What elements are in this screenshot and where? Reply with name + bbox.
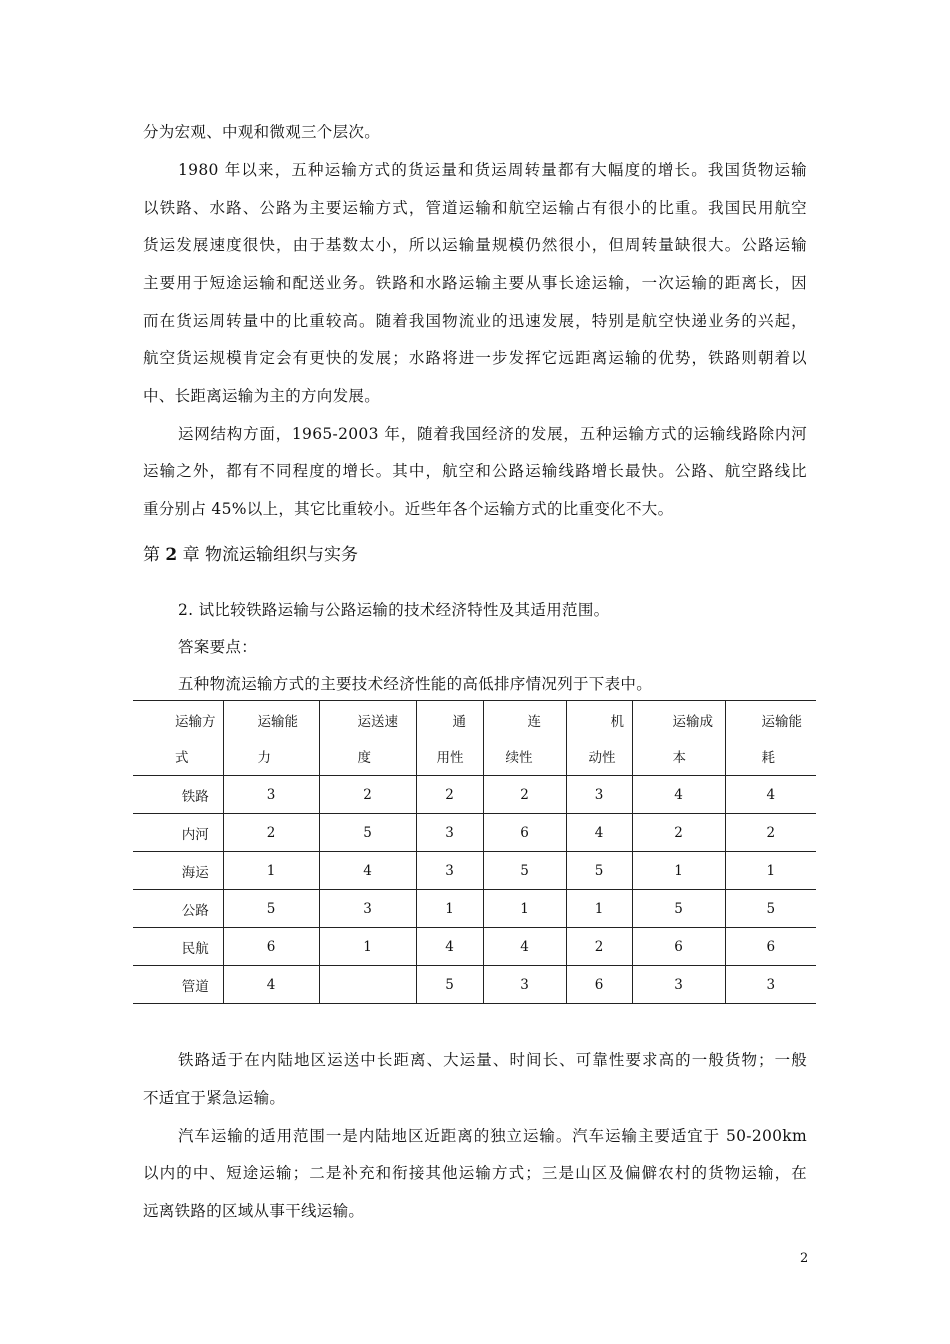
- table-row: [133, 966, 816, 1004]
- transport-ranking-table: [133, 700, 816, 1004]
- table-cell: 5: [566, 852, 632, 890]
- table-cell: 1: [416, 890, 483, 928]
- table-row: [133, 852, 816, 890]
- table-cell: 4: [632, 776, 725, 814]
- table-cell: 5: [483, 852, 566, 890]
- table-cell: 2: [223, 814, 319, 852]
- table-cell: 5: [319, 814, 416, 852]
- table-cell: 2: [416, 776, 483, 814]
- text-line: 运输之外，都有不同程度的增长。其中，航空和公路运输线路增长最快。公路、航空路线比: [143, 462, 807, 480]
- table-cell: 5: [223, 890, 319, 928]
- text-line: 运网结构方面，1965-2003 年，随着我国经济的发展，五种运输方式的运输线路除内河: [178, 425, 807, 443]
- table-cell: 3: [416, 852, 483, 890]
- header-cell: 连 续性: [483, 701, 566, 776]
- table-cell: 1: [566, 890, 632, 928]
- text-line: 以内的中、短途运输；二是补充和衔接其他运输方式；三是山区及偏僻农村的货物运输，在: [143, 1164, 807, 1182]
- table-row: [133, 776, 816, 814]
- mode-cell: 管道: [133, 966, 223, 1004]
- table-cell: 5: [632, 890, 725, 928]
- text-line: 汽车运输的适用范围一是内陆地区近距离的独立运输。汽车运输主要适宜于 50-200km: [178, 1127, 807, 1145]
- table-cell: 6: [632, 928, 725, 966]
- header-cell: 运输能 力: [223, 701, 319, 776]
- text-line: 重分别占 45%以上，其它比重较小。近些年各个运输方式的比重变化不大。: [143, 500, 674, 518]
- text-line: 航空货运规模肯定会有更快的发展；水路将进一步发挥它远距离运输的优势，铁路则朝着以: [143, 349, 807, 367]
- table-header-row: [133, 701, 816, 776]
- text-line: 铁路适于在内陆地区运送中长距离、大运量、时间长、可靠性要求高的一般货物；一般: [178, 1051, 807, 1069]
- table-cell: 3: [223, 776, 319, 814]
- table-cell: 3: [632, 966, 725, 1004]
- text-line: 不适宜于紧急运输。: [143, 1089, 286, 1107]
- table-cell: 6: [223, 928, 319, 966]
- mode-cell: 公路: [133, 890, 223, 928]
- header-cell: 运输成 本: [632, 701, 725, 776]
- question-text: 2. 试比较铁路运输与公路运输的技术经济特性及其适用范围。: [178, 601, 610, 619]
- text-line: 以铁路、水路、公路为主要运输方式，管道运输和航空运输占有很小的比重。我国民用航空: [143, 199, 807, 217]
- table-cell: 1: [766, 862, 776, 879]
- table-cell: 5: [766, 900, 776, 917]
- table-cell: 3: [566, 776, 632, 814]
- header-cell: 通 用性: [416, 701, 483, 776]
- mode-cell: 民航: [133, 928, 223, 966]
- table-cell: [319, 966, 416, 1004]
- text-line: 远离铁路的区域从事干线运输。: [143, 1202, 365, 1220]
- table-cell: 6: [483, 814, 566, 852]
- table-cell: 1: [223, 852, 319, 890]
- text-line: 中、长距离运输为主的方向发展。: [143, 387, 381, 405]
- table-cell: 3: [766, 976, 776, 993]
- table-cell: 5: [416, 966, 483, 1004]
- header-cell: 机 动性: [566, 701, 632, 776]
- chapter-heading: 第 2 章 物流运输组织与实务: [143, 545, 359, 565]
- table-cell: 4: [483, 928, 566, 966]
- table-intro: 五种物流运输方式的主要技术经济性能的高低排序情况列于下表中。: [178, 675, 653, 693]
- table-cell: 3: [483, 966, 566, 1004]
- table-cell: 1: [319, 928, 416, 966]
- table-cell: 6: [566, 966, 632, 1004]
- mode-cell: 海运: [133, 852, 223, 890]
- header-cell: 运输方 式: [133, 701, 223, 776]
- answer-label: 答案要点：: [178, 638, 258, 656]
- mode-cell: 铁路: [133, 776, 223, 814]
- text-line: 分为宏观、中观和微观三个层次。: [143, 123, 381, 141]
- table-cell: 4: [223, 966, 319, 1004]
- mode-cell: 内河: [133, 814, 223, 852]
- table-cell: 2: [632, 814, 725, 852]
- text-line: 而在货运周转量中的比重较高。随着我国物流业的迅速发展，特别是航空快递业务的兴起，: [143, 312, 807, 330]
- table-cell: 1: [483, 890, 566, 928]
- header-cell: 运输能 耗: [761, 714, 802, 766]
- table-cell: 6: [766, 938, 776, 955]
- table-row: [133, 890, 816, 928]
- table-cell: 2: [566, 928, 632, 966]
- table-cell: 4: [319, 852, 416, 890]
- table-cell: 3: [319, 890, 416, 928]
- table-cell: 4: [766, 786, 776, 803]
- table-cell: 4: [416, 928, 483, 966]
- table-cell: 2: [766, 824, 776, 841]
- text-line: 主要用于短途运输和配送业务。铁路和水路运输主要从事长途运输，一次运输的距离长，因: [143, 274, 807, 292]
- header-cell: 运送速 度: [319, 701, 416, 776]
- table-cell: 1: [632, 852, 725, 890]
- text-line: 货运发展速度很快，由于基数太小，所以运输量规模仍然很小，但周转量缺很大。公路运输: [143, 236, 807, 254]
- page-number: 2: [800, 1251, 809, 1266]
- table-cell: 4: [566, 814, 632, 852]
- table-cell: 2: [319, 776, 416, 814]
- table-row: [133, 814, 816, 852]
- table-cell: 3: [416, 814, 483, 852]
- table-row: [133, 928, 816, 966]
- table-cell: 2: [483, 776, 566, 814]
- text-line: 1980 年以来，五种运输方式的货运量和货运周转量都有大幅度的增长。我国货物运输: [178, 161, 807, 179]
